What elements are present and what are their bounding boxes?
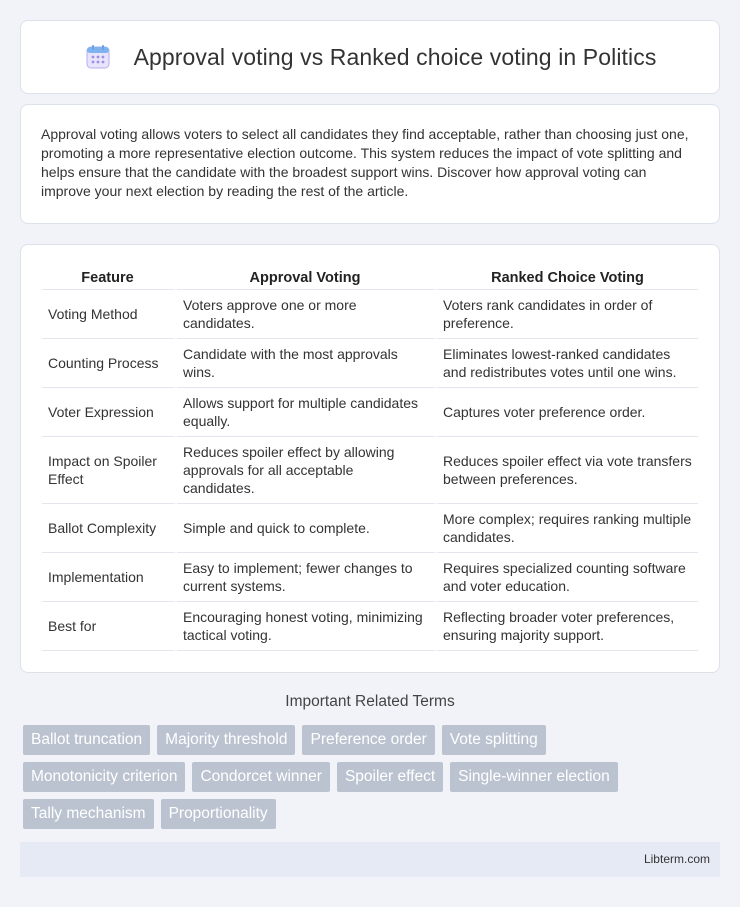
tag-row — [23, 725, 723, 755]
footer-brand-link[interactable]: Libterm.com — [643, 852, 710, 866]
table-row — [42, 504, 698, 553]
table-cell: Simple and quick to complete. — [177, 504, 437, 553]
intro-text: Approval voting allows voters to select all candidates they find acceptable, rather than choosing just one, promoting a more representative election outcome. This system reduces the impact of vote splitting and helps ensure that the candidate with the broadest support wins. Discover how approval voting can improve your next election by reading the rest of the article. — [41, 126, 689, 199]
tag-proportionality[interactable]: Proportionality — [161, 799, 276, 829]
column-header-ranked: Ranked Choice Voting — [437, 265, 698, 290]
table-cell: Voter Expression — [42, 388, 177, 437]
tag-single-winner-election[interactable]: Single-winner election — [450, 762, 618, 792]
table-cell: Voters approve one or more candidates. — [177, 290, 437, 339]
table-cell: Impact on Spoiler Effect — [42, 437, 177, 504]
table-cell: Ballot Complexity — [42, 504, 177, 553]
comparison-table — [42, 265, 698, 651]
table-cell: Candidate with the most approvals wins. — [177, 339, 437, 388]
table-cell: Voters rank candidates in order of preference. — [437, 290, 698, 339]
table-cell: Best for — [42, 602, 177, 651]
table-row — [42, 388, 698, 437]
tag-monotonicity-criterion[interactable]: Monotonicity criterion — [23, 762, 185, 792]
related-terms-list — [23, 725, 723, 836]
table-row — [42, 339, 698, 388]
tag-majority-threshold[interactable]: Majority threshold — [157, 725, 295, 755]
table-cell: More complex; requires ranking multiple candidates. — [437, 504, 698, 553]
table-cell: Reduces spoiler effect by allowing approvals for all acceptable candidates. — [177, 437, 437, 504]
intro-card — [20, 104, 720, 224]
tag-row — [23, 762, 723, 792]
tag-vote-splitting[interactable]: Vote splitting — [442, 725, 546, 755]
table-row — [42, 437, 698, 504]
table-cell: Allows support for multiple candidates equally. — [177, 388, 437, 437]
page-title: Approval voting vs Ranked choice voting in Politics — [133, 43, 657, 70]
comparison-table-card — [20, 244, 720, 673]
calendar-icon — [84, 43, 112, 71]
column-header-feature: Feature — [42, 265, 177, 290]
table-cell: Reduces spoiler effect via vote transfers between preferences. — [437, 437, 698, 504]
table-row — [42, 290, 698, 339]
related-terms-title: Important Related Terms — [285, 693, 455, 710]
table-cell: Eliminates lowest-ranked candidates and redistributes votes until one wins. — [437, 339, 698, 388]
tag-tally-mechanism[interactable]: Tally mechanism — [23, 799, 154, 829]
table-cell: Easy to implement; fewer changes to current systems. — [177, 553, 437, 602]
table-cell: Implementation — [42, 553, 177, 602]
table-cell: Encouraging honest voting, minimizing tactical voting. — [177, 602, 437, 651]
table-cell: Reflecting broader voter preferences, ensuring majority support. — [437, 602, 698, 651]
tag-preference-order[interactable]: Preference order — [302, 725, 434, 755]
table-cell: Voting Method — [42, 290, 177, 339]
header-card — [20, 20, 720, 94]
table-cell: Counting Process — [42, 339, 177, 388]
tag-row — [23, 799, 723, 829]
tag-ballot-truncation[interactable]: Ballot truncation — [23, 725, 150, 755]
footer — [20, 842, 720, 877]
table-row — [42, 602, 698, 651]
table-row — [42, 553, 698, 602]
tag-spoiler-effect[interactable]: Spoiler effect — [337, 762, 443, 792]
table-header-row — [42, 265, 698, 290]
table-cell: Captures voter preference order. — [437, 388, 698, 437]
tag-condorcet-winner[interactable]: Condorcet winner — [192, 762, 329, 792]
table-cell: Requires specialized counting software and voter education. — [437, 553, 698, 602]
column-header-approval: Approval Voting — [177, 265, 437, 290]
